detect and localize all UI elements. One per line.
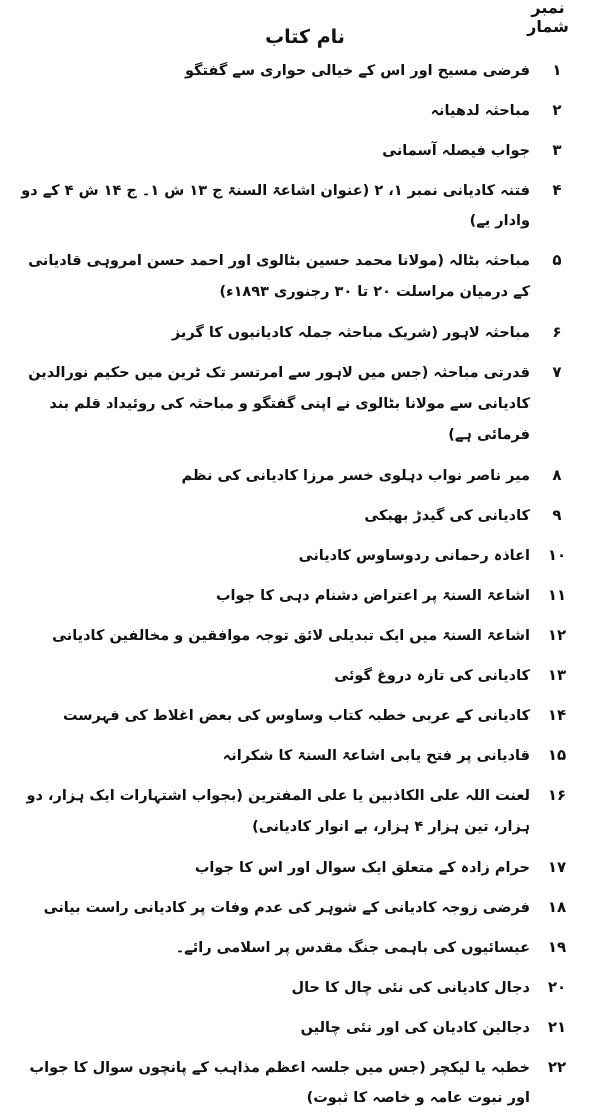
item-number: ۱۴ [547,706,567,724]
list-item [10,973,576,1003]
item-number: ۱۳ [547,666,567,684]
item-title: کادیانی کے عربی خطبہ کتاب وساوس کی بعض اغلاط کی فہرست [62,708,530,724]
serial-number-heading: نمبر شمار [527,0,569,36]
item-number: ۴ [552,181,562,199]
item-number: ۷ [552,363,562,381]
item-title: دجالین کادیان کی اور نئی چالیں [300,1020,530,1036]
item-number: ۲۲ [547,1058,567,1076]
item-number: ۸ [552,466,562,484]
item-number: ۱۰ [547,546,567,564]
list-item [10,56,576,86]
list-item [10,501,576,531]
list-item [10,318,576,348]
item-title: اشاعۃ السنۃ پر اعتراض دشنام دہی کا جواب [215,588,530,604]
item-title: کادیانی کی تازہ دروغ گوئی [334,668,530,684]
item-title: اعاذہ رحمانی ردوساوس کادیانی [298,548,530,564]
item-number: ۱۷ [547,858,567,876]
list-item [10,661,576,691]
list-item [10,1053,576,1113]
item-number: ۵ [552,251,562,269]
item-title: مباحثہ لاہور (شریک مباحثہ جملہ کادیانیوں کا گریز [171,325,530,341]
item-number: ۱۱ [547,586,567,604]
item-title: فرضی زوجہ کادیانی کے شوہر کی عدم وفات پر کادیانی راست بیانی [43,900,530,916]
item-title: دجال کادیانی کی نئی چال کا حال [291,980,530,996]
item-title: اشاعۃ السنۃ میں ایک تبدیلی لائق توجہ موافقین و مخالفین کادیانی [52,628,530,644]
item-number: ۳ [552,141,562,159]
book-name-heading: نام کتاب [265,26,345,48]
item-number: ۶ [552,323,562,341]
list-item [10,246,576,308]
list-item [10,358,576,451]
item-title: کادیانی کی گیدڑ بھبکی [364,508,530,524]
item-number: ۲۱ [547,1018,567,1036]
book-list [10,56,576,1113]
item-title: قدرتی مباحثہ (جس میں لاہور سے امرتسر تک ٹرین میں حکیم نورالدین کادیانی سے مولانا بٹالوی نے اپنی گفتگو و مباحثہ کی روئیداد قلم بند فرمائی ہے) [28,365,530,443]
item-number: ۱۲ [547,626,567,644]
list-item [10,781,576,843]
list-item [10,741,576,771]
table-header [10,0,576,50]
item-number: ۱۶ [547,786,567,804]
list-item [10,176,576,236]
list-item [10,96,576,126]
item-title: لعنت اللہ علی الکاذبین یا علی المفترین (بجواب اشتہارات ایک ہزار، دو ہزار، تین ہزار ۴ ہزار، بے انوار کادیانی) [26,788,530,835]
list-item [10,701,576,731]
item-title: عیسائیوں کی باہمی جنگ مقدس پر اسلامی رائے۔ [175,940,530,956]
item-title: جواب فیصلہ آسمانی [382,143,530,159]
item-number: ۱۹ [547,938,567,956]
list-item [10,1013,576,1043]
item-title: حرام زادہ کے متعلق ایک سوال اور اس کا جواب [194,860,530,876]
item-number: ۹ [552,506,562,524]
item-number: ۱۸ [547,898,567,916]
list-item [10,853,576,883]
item-title: فرضی مسیح اور اس کے خیالی حواری سے گفتگو [184,63,530,79]
list-item [10,893,576,923]
item-number: ۲۰ [547,978,567,996]
item-title: میر ناصر نواب دہلوی خسر مرزا کادیانی کی نظم [181,468,530,484]
list-item [10,581,576,611]
item-number: ۱ [552,61,562,79]
list-item [10,621,576,651]
item-title: فتنہ کادیانی نمبر ۱، ۲ (عنوان اشاعۃ السنۃ ج ۱۳ ش ۱۔ ج ۱۴ ش ۴ کے دو وادار یے) [21,183,530,229]
item-title: مباحثہ لدھیانہ [430,103,530,119]
list-item [10,136,576,166]
item-title: خطبہ یا لیکچر (جس میں جلسہ اعظم مذاہب کے پانچوں سوال کا جواب اور نبوت عامہ و خاصہ کا ثبوت) [29,1060,530,1106]
item-number: ۲ [552,101,562,119]
item-number: ۱۵ [547,746,567,764]
list-item [10,541,576,571]
item-title: قادیانی پر فتح یابی اشاعۃ السنۃ کا شکرانہ [222,748,530,764]
list-item [10,933,576,963]
list-item [10,461,576,491]
item-title: مباحثہ بٹالہ (مولانا محمد حسین بٹالوی اور احمد حسن امروہی قادیانی کے درمیان مراسلت ۲۰ تا ۳۰ رجنوری ۱۸۹۳ء) [28,253,530,300]
